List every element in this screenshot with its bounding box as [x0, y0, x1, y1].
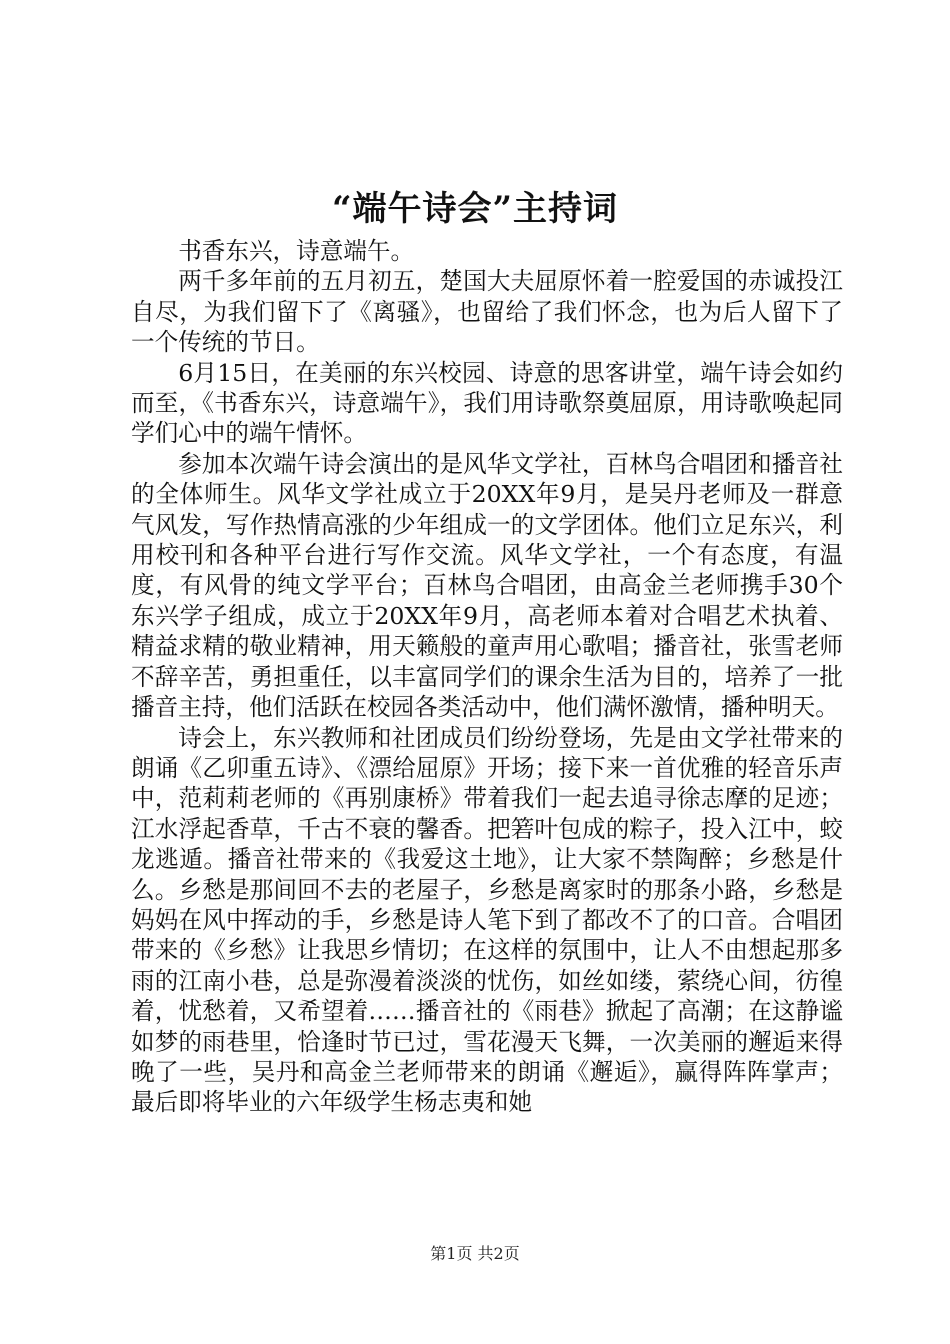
paragraph-1: 书香东兴，诗意端午。	[178, 237, 415, 265]
page-number-footer: 第1页 共2页	[430, 1244, 520, 1263]
paragraph-5: 诗会上，东兴教师和社团成员们纷纷登场，先是由文学社带来的朗诵《乙卯重五诗》、《漂给屈原》开场；接下来一首优雅的轻音乐声中，范莉莉老师的《再别康桥》带着我们一起去追寻徐志摩的足迹；江水浮起香草，千古不衰的馨香。把箬叶包成的粽子，投入江中，蛟龙逃遁。播音社带来的《我爱这土地》，让大家不禁陶醉；乡愁是什么。乡愁是那间回不去的老屋子，乡愁是离家时的那条小路，乡愁是妈妈在风中挥动的手，乡愁是诗人笔下到了都改不了的口音。合唱团带来的《乡愁》让我思乡情切；在这样的氛围中，让人不由想起那多雨的江南小巷，总是弥漫着淡淡的忧伤，如丝如缕，萦绕心间，彷徨着，忧愁着，又希望着……播音社的《雨巷》掀起了高潮；在这静谧如梦的雨巷里，恰逢时节已过，雪花漫天飞舞，一次美丽的邂逅来得晚了一些，吴丹和高金兰老师带来的朗诵《邂逅》，赢得阵阵掌声；最后即将毕业的六年级学生杨志夷和她	[131, 723, 843, 1117]
paragraph-3: 6月15日，在美丽的东兴校园、诗意的思客讲堂，端午诗会如约而至，《书香东兴，诗意端午》，我们用诗歌祭奠屈原，用诗歌唤起同学们心中的端午情怀。	[131, 358, 843, 448]
paragraph-2: 两千多年前的五月初五，楚国大夫屈原怀着一腔爱国的赤诚投江自尽，为我们留下了《离骚》，也留给了我们怀念，也为后人留下了一个传统的节日。	[131, 267, 843, 357]
document-body	[131, 236, 843, 1118]
paragraph-4: 参加本次端午诗会演出的是风华文学社，百林鸟合唱团和播音社的全体师生。风华文学社成立于20XX年9月，是吴丹老师及一群意气风发，写作热情高涨的少年组成一的文学团体。他们立足东兴，利用校刊和各种平台进行写作交流。风华文学社，一个有态度，有温度，有风骨的纯文学平台；百林鸟合唱团，由高金兰老师携手30个东兴学子组成，成立于20XX年9月，高老师本着对合唱艺术执着、精益求精的敬业精神，用天籁般的童声用心歌唱；播音社，张雪老师不辞辛苦，勇担重任，以丰富同学们的课余生活为目的，培养了一批播音主持，他们活跃在校园各类活动中，他们满怀激情，播种明天。	[131, 449, 843, 722]
document-title: “端午诗会”主持词	[331, 189, 619, 229]
